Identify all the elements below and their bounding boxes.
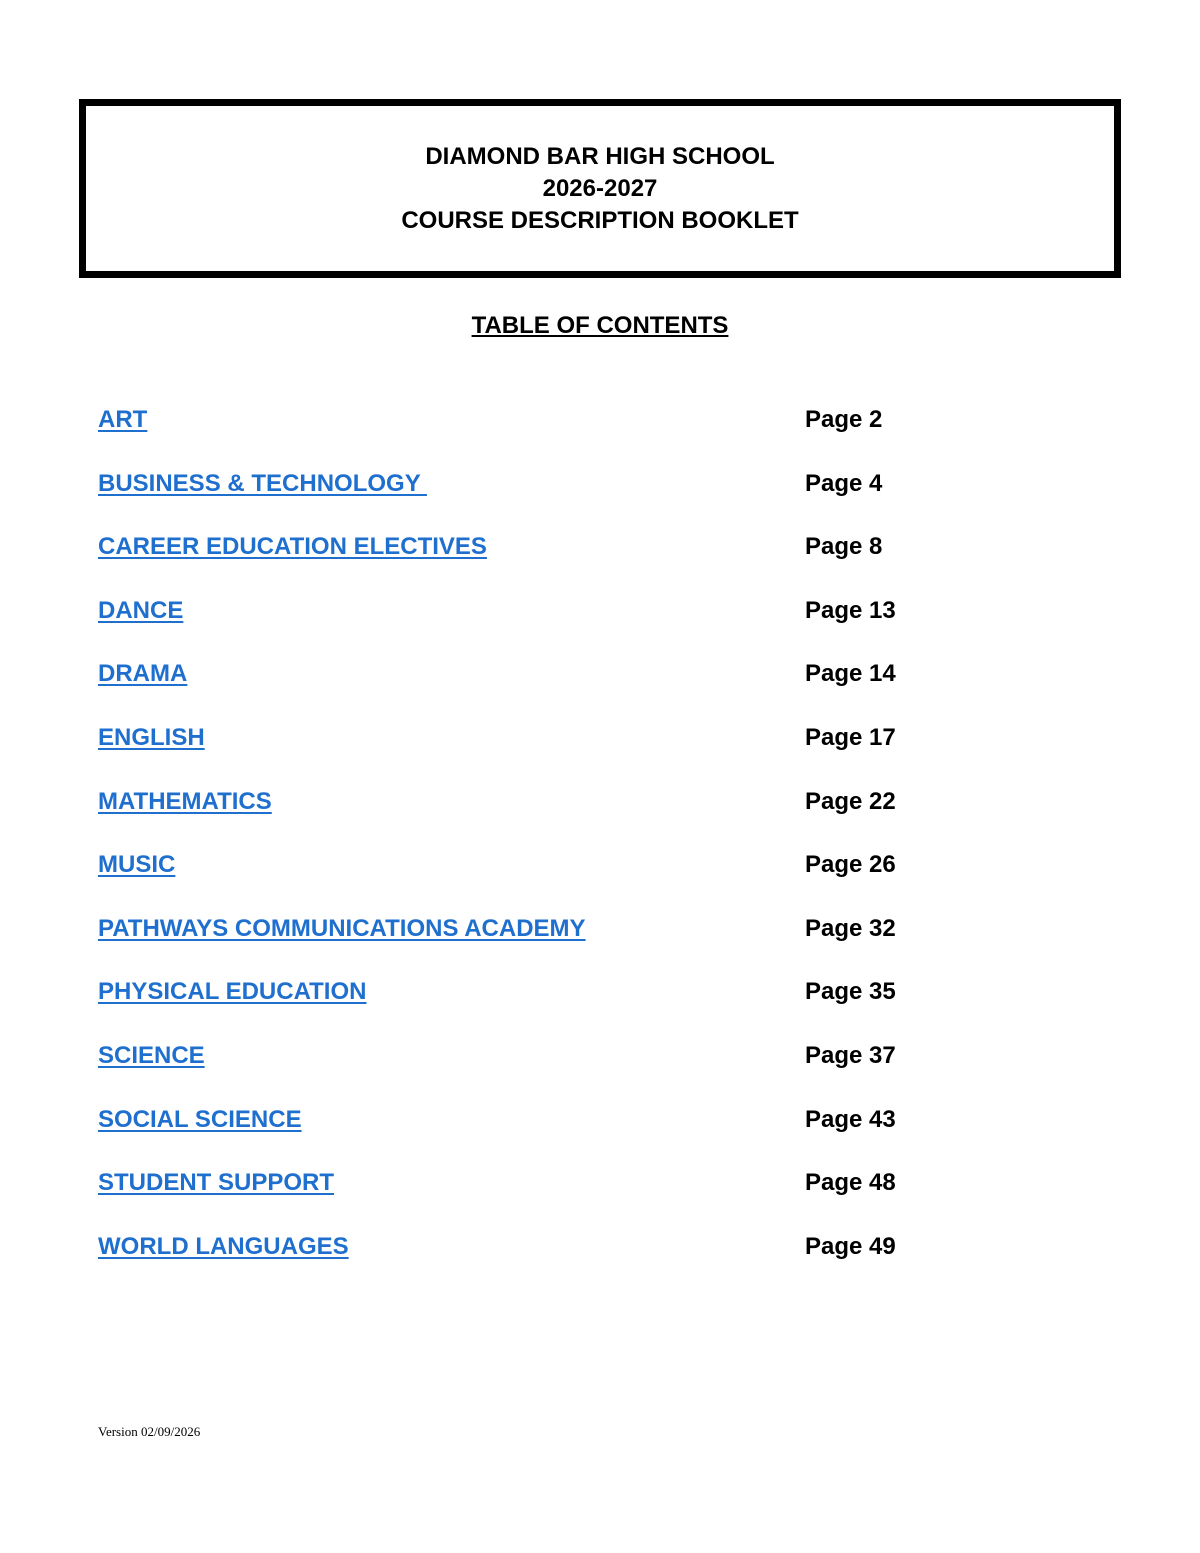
toc-link-physical-education[interactable]: PHYSICAL EDUCATION <box>98 978 367 1006</box>
toc-link-art[interactable]: ART <box>98 406 148 433</box>
toc-page-number: Page 48 <box>805 1169 896 1197</box>
toc-entry-mathematics <box>98 786 998 850</box>
toc-entry-business-technology <box>98 468 998 532</box>
version-label: Version 02/09/2026 <box>98 1424 201 1439</box>
toc-entry-physical-education <box>98 976 998 1040</box>
toc-page-number: Page 4 <box>805 469 883 497</box>
toc-link-student-support[interactable]: STUDENT SUPPORT <box>98 1169 335 1197</box>
toc-link-business-technology[interactable]: BUSINESS & TECHNOLOGY <box>98 469 427 497</box>
toc-link-music[interactable]: MUSIC <box>98 851 176 879</box>
toc-link-science[interactable]: SCIENCE <box>98 1041 205 1069</box>
toc-page-number: Page 8 <box>805 533 883 561</box>
toc-page-number: Page 43 <box>805 1105 896 1133</box>
toc-entry-career-education-electives <box>98 531 998 595</box>
toc-heading: TABLE OF CONTENTS <box>471 312 729 339</box>
toc-page-number: Page 2 <box>805 406 883 433</box>
toc-entry-pathways-communications-academy <box>98 913 998 977</box>
toc-link-pathways-communications-academy[interactable]: PATHWAYS COMMUNICATIONS ACADEMY <box>98 914 586 942</box>
toc-entry-drama <box>98 658 998 722</box>
toc-entry-student-support <box>98 1167 998 1231</box>
toc-page-number: Page 26 <box>805 851 896 879</box>
toc-entry-world-languages <box>98 1231 998 1295</box>
toc-page-number: Page 22 <box>805 787 896 815</box>
toc-page-number: Page 32 <box>805 914 896 942</box>
toc-entry-dance <box>98 595 998 659</box>
booklet-title: COURSE DESCRIPTION BOOKLET <box>401 206 799 234</box>
toc-page-number: Page 37 <box>805 1041 896 1069</box>
toc-link-world-languages[interactable]: WORLD LANGUAGES <box>98 1232 349 1260</box>
toc-list <box>98 404 998 1294</box>
toc-link-drama[interactable]: DRAMA <box>98 660 188 688</box>
school-name: DIAMOND BAR HIGH SCHOOL <box>425 142 775 170</box>
toc-page-number: Page 49 <box>805 1232 896 1260</box>
toc-entry-art <box>98 404 998 468</box>
toc-entry-english <box>98 722 998 786</box>
toc-page-number: Page 35 <box>805 978 896 1006</box>
toc-entry-science <box>98 1040 998 1104</box>
toc-link-social-science[interactable]: SOCIAL SCIENCE <box>98 1105 302 1133</box>
toc-link-english[interactable]: ENGLISH <box>98 723 205 751</box>
toc-page-number: Page 13 <box>805 596 896 624</box>
toc-link-mathematics[interactable]: MATHEMATICS <box>98 787 272 815</box>
school-year: 2026-2027 <box>542 174 658 202</box>
toc-entry-social-science <box>98 1104 998 1168</box>
toc-page-number: Page 14 <box>805 660 896 688</box>
toc-page-number: Page 17 <box>805 723 896 751</box>
title-box <box>79 99 1121 278</box>
toc-entry-music <box>98 849 998 913</box>
toc-link-career-education-electives[interactable]: CAREER EDUCATION ELECTIVES <box>98 533 487 561</box>
toc-link-dance[interactable]: DANCE <box>98 596 184 624</box>
